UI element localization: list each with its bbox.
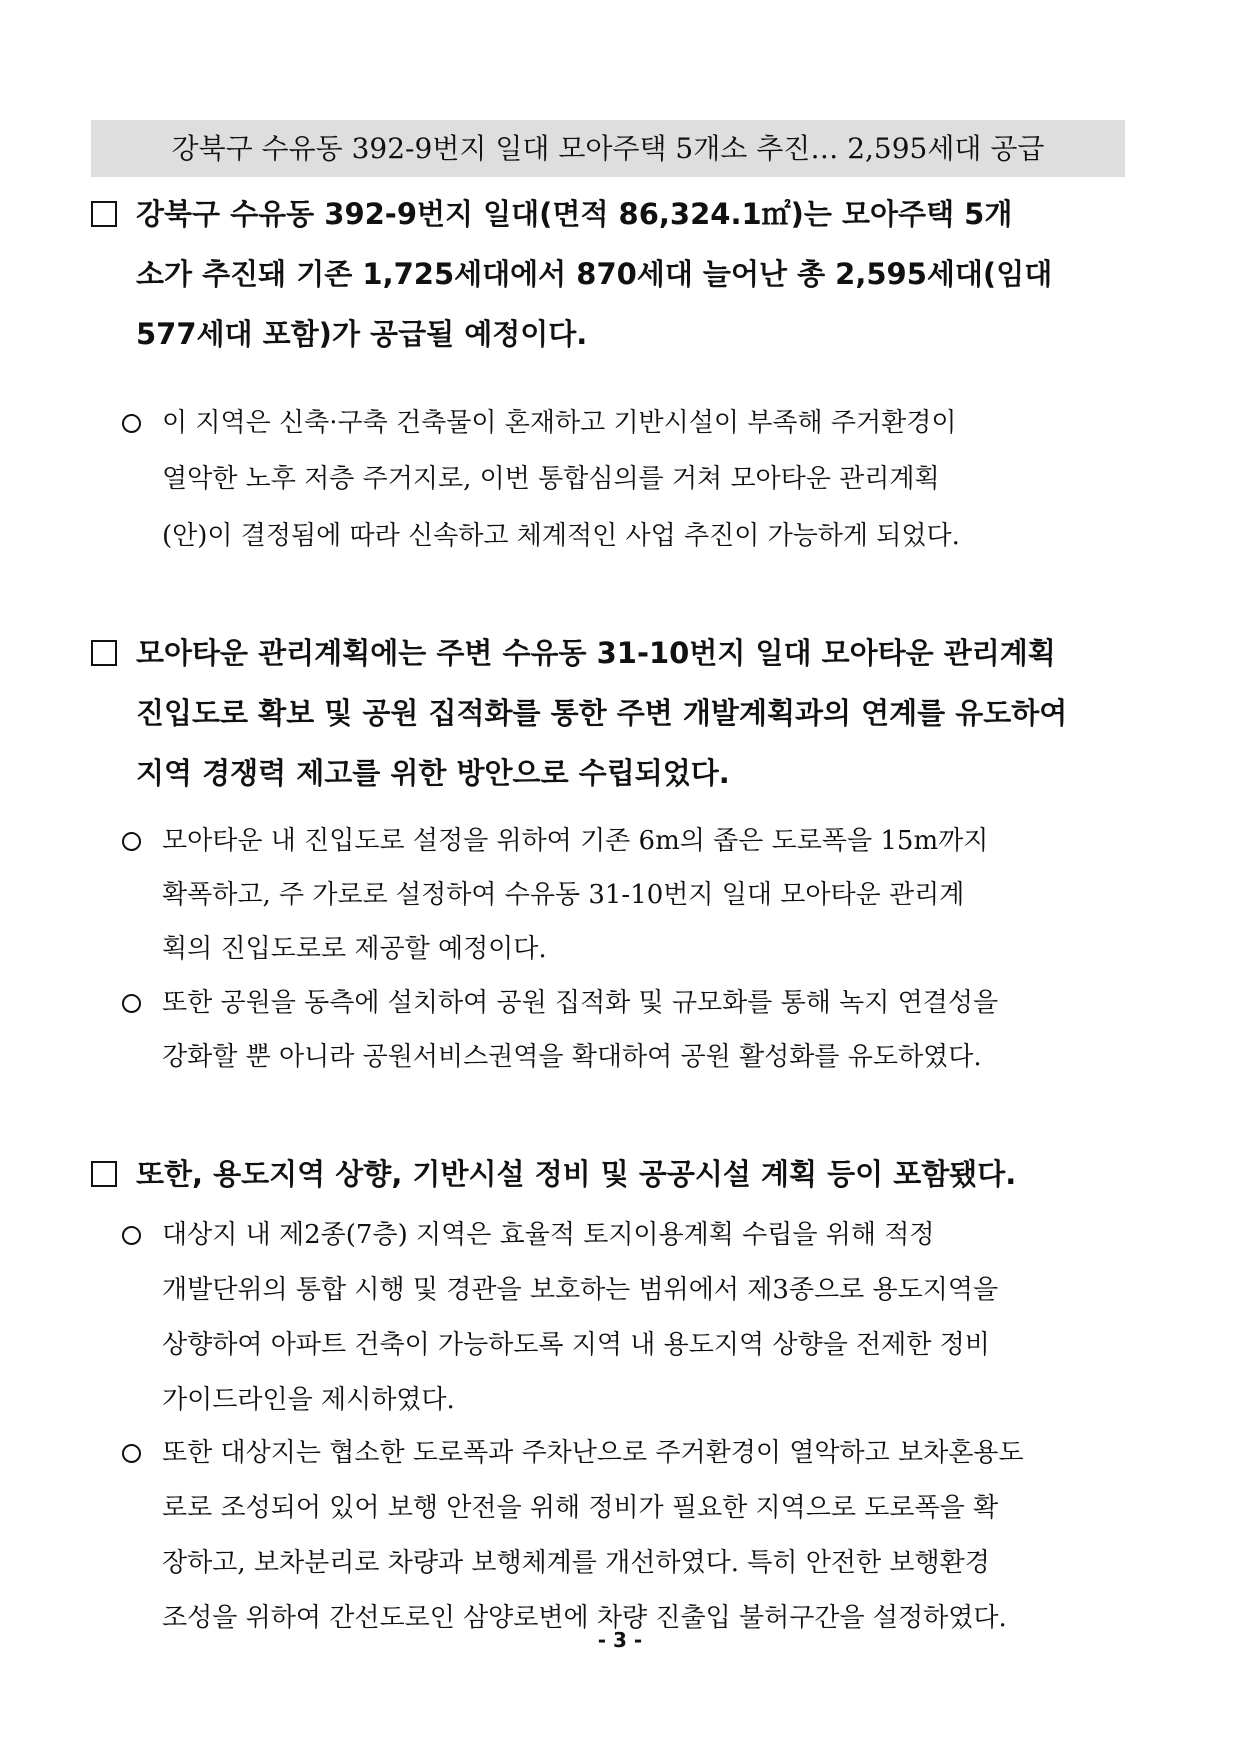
circle-bullet-icon	[122, 994, 141, 1013]
bullet-text-line: 장하고, 보차분리로 차량과 보행체계를 개선하였다. 특히 안전한 보행환경	[162, 1548, 990, 1578]
bullet-text-line: 상향하여 아파트 건축이 가능하도록 지역 내 용도지역 상향을 전제한 정비	[162, 1330, 990, 1360]
bullet-text-line: 개발단위의 통합 시행 및 경관을 보호하는 범위에서 제3종으로 용도지역을	[162, 1275, 999, 1305]
bullet-text-line: 대상지 내 제2종(7층) 지역은 효율적 토지이용계획 수립을 위해 적정	[162, 1220, 935, 1250]
section-text-line: 또한, 용도지역 상향, 기반시설 정비 및 공공시설 계획 등이 포함됐다.	[136, 1157, 1017, 1191]
circle-bullet-icon	[122, 832, 141, 851]
bullet-text-line: 열악한 노후 저층 주거지로, 이번 통합심의를 거쳐 모아타운 관리계획	[162, 464, 940, 494]
bullet-text-line: 확폭하고, 주 가로로 설정하여 수유동 31-10번지 일대 모아타운 관리계	[162, 880, 965, 910]
section-text-line: 소가 추진돼 기존 1,725세대에서 870세대 늘어난 총 2,595세대(임대	[136, 257, 1053, 291]
bullet-text-line: 강화할 뿐 아니라 공원서비스권역을 확대하여 공원 활성화를 유도하였다.	[162, 1042, 982, 1072]
bullet-text-line: 획의 진입도로로 제공할 예정이다.	[162, 934, 547, 964]
bullet-text-line: 이 지역은 신축·구축 건축물이 혼재하고 기반시설이 부족해 주거환경이	[162, 408, 957, 438]
bullet-text-line: 또한 대상지는 협소한 도로폭과 주차난으로 주거환경이 열악하고 보차혼용도	[162, 1438, 1024, 1468]
checkbox-square-icon	[91, 640, 117, 666]
headline-box	[91, 120, 1125, 177]
section-text-line: 지역 경쟁력 제고를 위한 방안으로 수립되었다.	[136, 756, 730, 790]
bullet-text-line: 가이드라인을 제시하였다.	[162, 1385, 455, 1415]
circle-bullet-icon	[122, 1444, 141, 1463]
checkbox-square-icon	[91, 201, 117, 227]
section-text-line: 모아타운 관리계획에는 주변 수유동 31-10번지 일대 모아타운 관리계획	[136, 636, 1056, 670]
circle-bullet-icon	[122, 414, 141, 433]
checkbox-square-icon	[91, 1161, 117, 1187]
section-text-line: 진입도로 확보 및 공원 집적화를 통한 주변 개발계획과의 연계를 유도하여	[136, 696, 1068, 730]
headline-text: 강북구 수유동 392-9번지 일대 모아주택 5개소 추진… 2,595세대 공급	[171, 132, 1045, 165]
section-text-line: 강북구 수유동 392-9번지 일대(면적 86,324.1㎡)는 모아주택 5개	[136, 197, 1013, 231]
bullet-text-line: 로로 조성되어 있어 보행 안전을 위해 정비가 필요한 지역으로 도로폭을 확	[162, 1493, 999, 1523]
bullet-text-line: 또한 공원을 동측에 설치하여 공원 집적화 및 규모화를 통해 녹지 연결성을	[162, 988, 999, 1018]
bullet-text-line: 모아타운 내 진입도로 설정을 위하여 기존 6m의 좁은 도로폭을 15m까지	[162, 826, 989, 856]
bullet-text-line: (안)이 결정됨에 따라 신속하고 체계적인 사업 추진이 가능하게 되었다.	[162, 521, 960, 551]
page-number: - 3 -	[597, 1628, 643, 1652]
circle-bullet-icon	[122, 1226, 141, 1245]
bullet-text-line: 조성을 위하여 간선도로인 삼양로변에 차량 진출입 불허구간을 설정하였다.	[162, 1603, 1007, 1633]
section-text-line: 577세대 포함)가 공급될 예정이다.	[136, 317, 588, 351]
